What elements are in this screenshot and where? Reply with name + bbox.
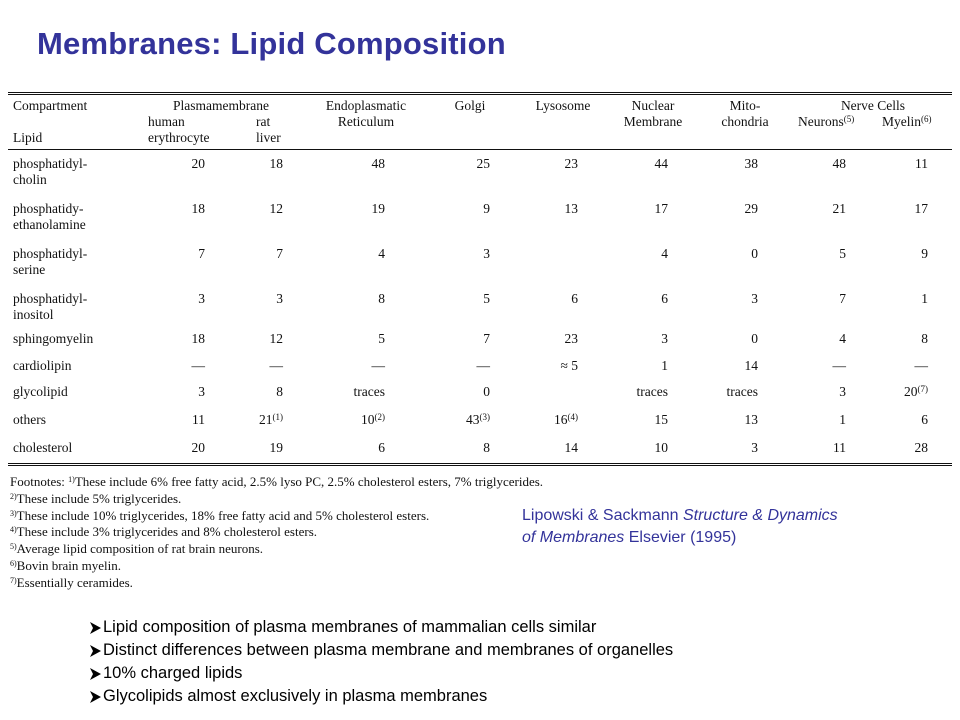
header-mito-line1: Mito- bbox=[729, 98, 761, 113]
table-cell: 5 bbox=[378, 331, 385, 346]
table-cell: traces bbox=[353, 384, 385, 399]
table-cell: 43$^{(3)}$ bbox=[466, 412, 490, 427]
table-cell: — bbox=[371, 358, 385, 373]
footnotes bbox=[10, 474, 543, 592]
header-nerve-cells: Nerve Cells bbox=[840, 98, 906, 113]
header-lipid: Lipid bbox=[13, 130, 43, 145]
arrow-bullet-icon bbox=[90, 622, 101, 634]
table-cell: 16$^{(4)}$ bbox=[554, 412, 578, 427]
citation-authors: Lipowski & Sackmann bbox=[522, 507, 683, 524]
table-cell: ≈ 5 bbox=[560, 358, 578, 373]
header-neurons: Neurons$^{(5)}$ bbox=[798, 114, 855, 129]
table-cell: — bbox=[476, 358, 490, 373]
table-cell: 38 bbox=[744, 156, 758, 171]
row-lipid-label: others bbox=[13, 412, 46, 427]
table-cell: 18 bbox=[269, 156, 283, 171]
table-cell: 17 bbox=[914, 201, 928, 216]
table-cell: 25 bbox=[476, 156, 490, 171]
table-cell: 11 bbox=[192, 412, 205, 427]
footnote-5: $^{5)}$Average lipid composition of rat brain neurons. bbox=[10, 541, 264, 557]
table-cell: 13 bbox=[744, 412, 758, 427]
table-cell: 14 bbox=[744, 358, 758, 373]
arrow-bullet-icon bbox=[90, 668, 101, 680]
table-cell: 23 bbox=[564, 156, 578, 171]
footnote-2: $^{2)}$These include 5% triglycerides. bbox=[10, 490, 182, 506]
table-cell: 0 bbox=[483, 384, 490, 399]
table-cell: 6 bbox=[921, 412, 928, 427]
row-lipid-label: glycolipid bbox=[13, 384, 68, 399]
row-lipid-label: cholesterol bbox=[13, 440, 73, 455]
header-human: human bbox=[148, 114, 185, 129]
header-nuclear-line2: Membrane bbox=[623, 114, 683, 129]
table-cell: 9 bbox=[921, 246, 928, 261]
table-cell: 23 bbox=[564, 331, 578, 346]
table-top-rule-double bbox=[8, 94, 952, 95]
table-cell: 19 bbox=[371, 201, 385, 216]
table-cell: traces bbox=[726, 384, 758, 399]
citation-book-title-cont: of Membranes bbox=[522, 529, 625, 546]
table-cell: — bbox=[191, 358, 205, 373]
table-cell: 10$^{(2)}$ bbox=[361, 412, 385, 427]
table-cell: 3 bbox=[661, 331, 668, 346]
table-cell: 6 bbox=[378, 440, 385, 455]
list-item: Distinct differences between plasma membrane and membranes of organelles bbox=[90, 639, 673, 662]
footnote-6: $^{6)}$Bovin brain myelin. bbox=[10, 557, 122, 573]
header-er-line1: Endoplasmatic bbox=[325, 98, 407, 113]
table-cell: 7 bbox=[839, 291, 846, 306]
header-erythrocyte: erythrocyte bbox=[148, 130, 210, 145]
table-cell: 3 bbox=[751, 291, 758, 306]
table-cell: — bbox=[269, 358, 283, 373]
slide-title: Membranes: Lipid Composition bbox=[37, 26, 506, 61]
row-lipid-label: cardiolipin bbox=[13, 358, 72, 373]
footnote-3: $^{3)}$These include 10% triglycerides, 18% free fatty acid and 5% cholesterol esters. bbox=[10, 507, 430, 523]
table-cell: 3 bbox=[198, 291, 205, 306]
table-cell: 14 bbox=[564, 440, 578, 455]
arrow-bullet-icon bbox=[90, 645, 101, 657]
header-rule bbox=[8, 149, 952, 150]
table-cell: 6 bbox=[661, 291, 668, 306]
table-cell: 21 bbox=[832, 201, 846, 216]
table-cell: 19 bbox=[269, 440, 283, 455]
table-cell: 3 bbox=[483, 246, 490, 261]
header-golgi: Golgi bbox=[454, 98, 486, 113]
table-cell: 20 bbox=[191, 440, 205, 455]
table-cell: — bbox=[832, 358, 846, 373]
table-cell: 1 bbox=[921, 291, 928, 306]
table-cell: 13 bbox=[564, 201, 578, 216]
table-cell: 7 bbox=[276, 246, 283, 261]
lipid-composition-table bbox=[8, 92, 952, 466]
row-lipid-label: phosphatidyl- serine bbox=[13, 246, 88, 277]
table-cell: — bbox=[914, 358, 928, 373]
header-nuclear-line1: Nuclear bbox=[631, 98, 675, 113]
table-cell: 6 bbox=[571, 291, 578, 306]
table-cell: 15 bbox=[654, 412, 668, 427]
table-cell: traces bbox=[636, 384, 668, 399]
table-cell: 11 bbox=[915, 156, 928, 171]
footnote-7: $^{7)}$Essentially ceramides. bbox=[10, 574, 133, 590]
table-cell: 0 bbox=[751, 331, 758, 346]
table-cell: 18 bbox=[191, 201, 205, 216]
list-item: Lipid composition of plasma membranes of mammalian cells similar bbox=[90, 616, 673, 639]
header-liver: liver bbox=[256, 130, 281, 145]
table-cell: 4 bbox=[839, 331, 846, 346]
table-cell: 11 bbox=[833, 440, 846, 455]
row-lipid-label: phosphatidyl- cholin bbox=[13, 156, 88, 187]
table-bottom-rule-double bbox=[8, 465, 952, 466]
header-compartment: Compartment bbox=[13, 98, 88, 113]
table-cell: 7 bbox=[198, 246, 205, 261]
row-lipid-label: phosphatidyl- inositol bbox=[13, 291, 88, 322]
list-item: 10% charged lipids bbox=[90, 662, 673, 685]
table-cell: 10 bbox=[654, 440, 668, 455]
table-cell: 3 bbox=[839, 384, 846, 399]
table-cell: 1 bbox=[661, 358, 668, 373]
header-rat: rat bbox=[256, 114, 271, 129]
table-cell: 12 bbox=[269, 331, 283, 346]
row-lipid-label: sphingomyelin bbox=[13, 331, 94, 346]
table-cell: 1 bbox=[839, 412, 846, 427]
table-cell: 5 bbox=[839, 246, 846, 261]
table-cell: 8 bbox=[921, 331, 928, 346]
table-cell: 21$^{(1)}$ bbox=[259, 412, 283, 427]
table-cell: 8 bbox=[378, 291, 385, 306]
table-cell: 20$^{(7)}$ bbox=[904, 384, 928, 399]
table-cell: 4 bbox=[661, 246, 668, 261]
table-cell: 3 bbox=[751, 440, 758, 455]
table-cell: 3 bbox=[276, 291, 283, 306]
table-cell: 28 bbox=[914, 440, 928, 455]
header-er-line2: Reticulum bbox=[337, 114, 395, 129]
header-lysosome: Lysosome bbox=[535, 98, 591, 113]
table-cell: 48 bbox=[832, 156, 846, 171]
bullet-list bbox=[90, 616, 673, 708]
header-myelin: Myelin$^{(6)}$ bbox=[882, 114, 932, 129]
table-cell: 5 bbox=[483, 291, 490, 306]
table-cell: 7 bbox=[483, 331, 490, 346]
footnote-4: $^{4)}$These include 3% triglycerides and 8% cholesterol esters. bbox=[10, 524, 318, 540]
table-cell: 18 bbox=[191, 331, 205, 346]
citation-publisher: Elsevier (1995) bbox=[624, 529, 737, 546]
citation bbox=[522, 505, 838, 549]
arrow-bullet-icon bbox=[90, 691, 101, 703]
table-cell: 44 bbox=[654, 156, 668, 171]
citation-book-title: Structure & Dynamics bbox=[682, 507, 838, 524]
table-cell: 0 bbox=[751, 246, 758, 261]
table-cell: 4 bbox=[378, 246, 385, 261]
footnote-1: Footnotes: $^{1)}$These include 6% free fatty acid, 2.5% lyso PC, 2.5% cholesterol esters, 7% triglycerides. bbox=[10, 474, 544, 489]
row-lipid-label: phosphatidy- ethanolamine bbox=[13, 201, 86, 232]
table-bottom-rule bbox=[8, 463, 952, 464]
table-cell: 12 bbox=[269, 201, 283, 216]
list-item: Glycolipids almost exclusively in plasma membranes bbox=[90, 685, 673, 708]
table-cell: 20 bbox=[191, 156, 205, 171]
table-cell: 8 bbox=[276, 384, 283, 399]
table-cell: 9 bbox=[483, 201, 490, 216]
table-cell: 3 bbox=[198, 384, 205, 399]
table-cell: 8 bbox=[483, 440, 490, 455]
header-plasmamembrane: Plasmamembrane bbox=[173, 98, 269, 113]
table-cell: 48 bbox=[371, 156, 385, 171]
table-cell: 17 bbox=[654, 201, 668, 216]
header-mito-line2: chondria bbox=[721, 114, 769, 129]
table-top-rule bbox=[8, 92, 952, 93]
table-cell: 29 bbox=[744, 201, 758, 216]
